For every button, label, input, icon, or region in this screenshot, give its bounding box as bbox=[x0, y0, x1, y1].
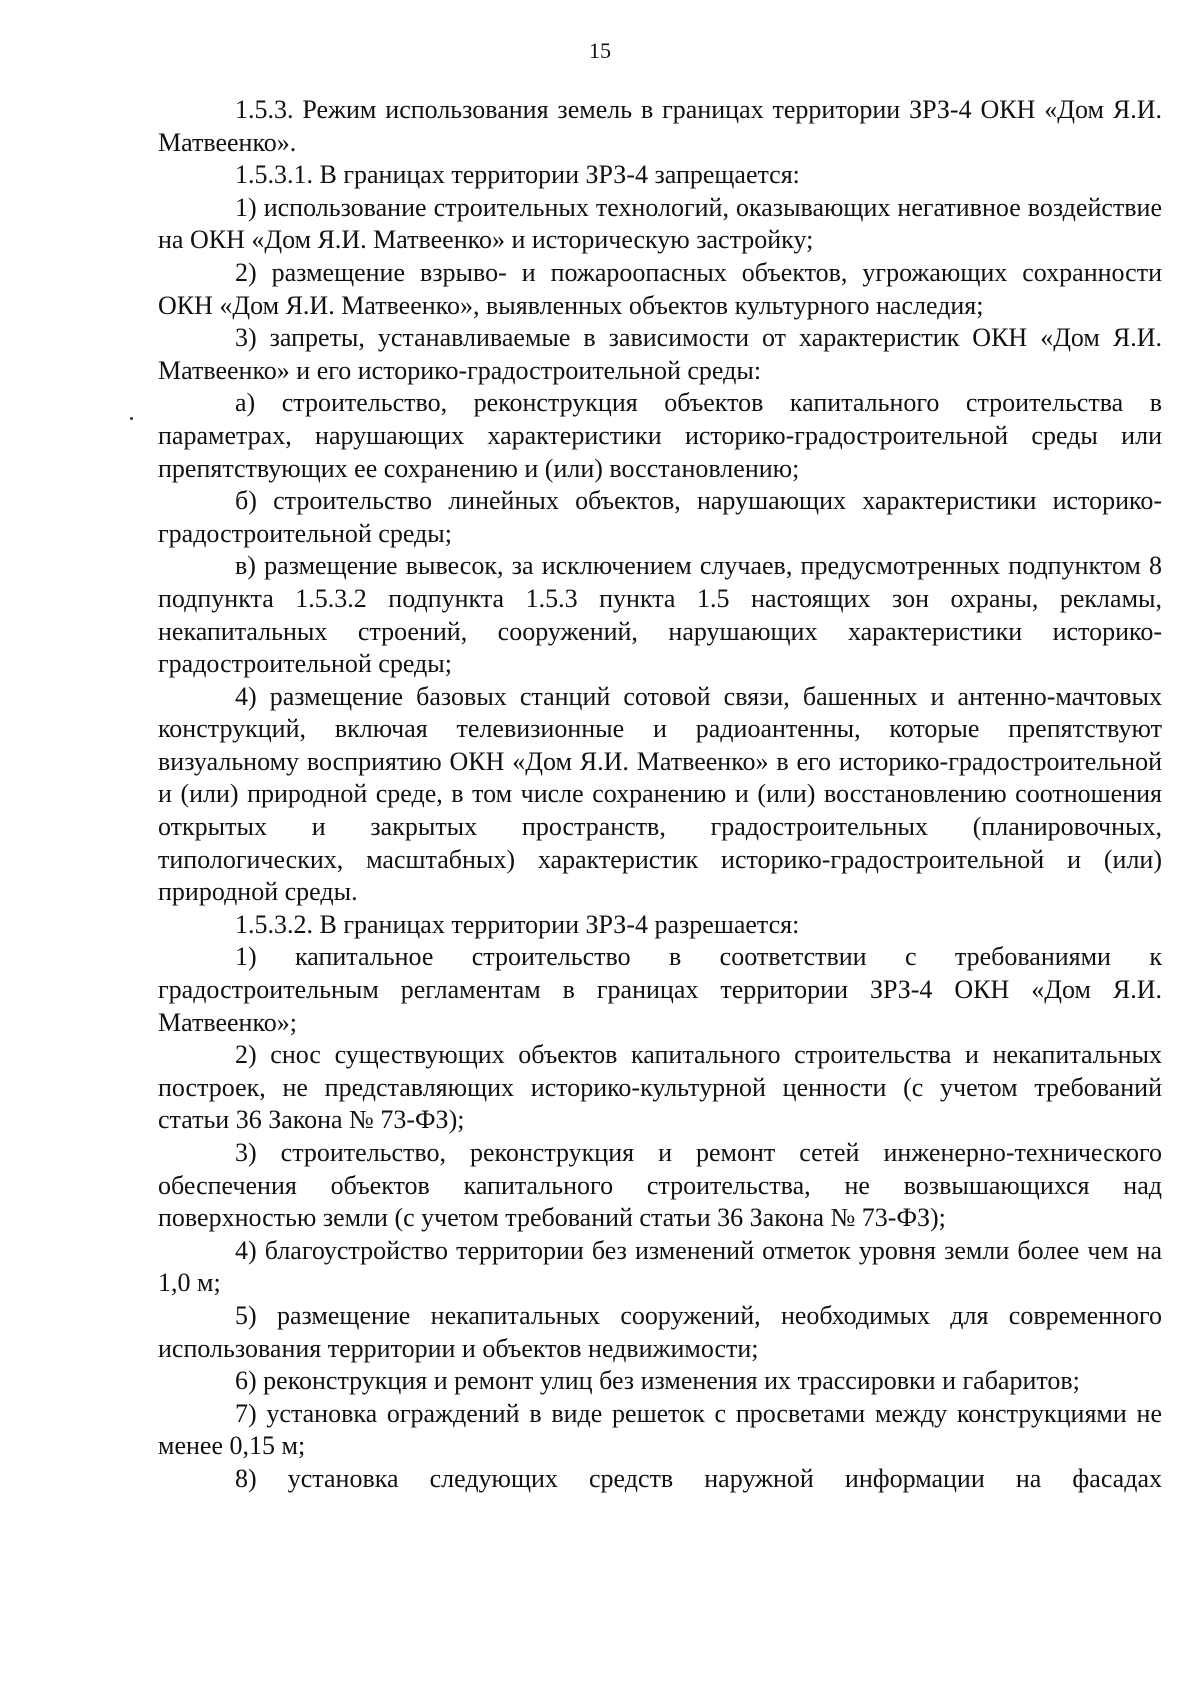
section-heading-1-5-3: 1.5.3. Режим использования земель в границах территории ЗРЗ-4 ОКН «Дом Я.И. Матвеенко». bbox=[158, 95, 1162, 157]
prohibition-item-2: 2) размещение взрыво- и пожароопасных объектов, угрожающих сохранности ОКН «Дом Я.И. Матвеенко», выявленных объектов культурного наследия; bbox=[158, 257, 1162, 320]
permission-item-7: 7) установка ограждений в виде решеток с просветами между конструкциями не менее 0,15 м; bbox=[158, 1398, 1162, 1461]
subsection-heading-1-5-3-1: 1.5.3.1. В границах территории ЗРЗ-4 запрещается: bbox=[235, 160, 800, 190]
prohibition-item-3b: б) строительство линейных объектов, нарушающих характеристики историко-градостроительной среды; bbox=[158, 486, 1162, 548]
permission-item-5: 5) размещение некапитальных сооружений, необходимых для современного использования территории и объектов недвижимости; bbox=[158, 1300, 1162, 1363]
subsection-heading-1-5-3-2: 1.5.3.2. В границах территории ЗРЗ-4 разрешается: bbox=[235, 909, 800, 939]
prohibition-item-4: 4) размещение базовых станций сотовой связи, башенных и антенно-мачтовых конструкций, включая телевизионные и радиоантенны, которые препятствуют визуальному восприятию ОКН «Дом Я.И. Матвеенко» в его историко-градостроительной и (или) природной среде, в том числе сохранению и (или) восстановлению соотношения открытых и закрытых пространств, градостроительных (планировочных, типологических, масштабных) характеристик историко-градостроительной и (или) природной среды. bbox=[158, 681, 1162, 907]
prohibition-item-3: 3) запреты, устанавливаемые в зависимости от характеристик ОКН «Дом Я.И. Матвеенко» и его историко-градостроительной среды: bbox=[158, 323, 1162, 385]
permission-item-2: 2) снос существующих объектов капитального строительства и некапитальных построек, не представляющих историко-культурной ценности (с учетом требований статьи 36 Закона № 73-ФЗ); bbox=[158, 1040, 1162, 1135]
permission-item-4: 4) благоустройство территории без изменений отметок уровня земли более чем на 1,0 м; bbox=[158, 1235, 1162, 1298]
prohibition-item-3v: в) размещение вывесок, за исключением случаев, предусмотренных подпунктом 8 подпункта 1.5.3.2 подпункта 1.5.3 пункта 1.5 настоящих зон охраны, рекламы, некапитальных строений, сооружений, нарушающих характеристики историко-градостроительной среды; bbox=[158, 551, 1162, 679]
permission-item-3: 3) строительство, реконструкция и ремонт сетей инженерно-технического обеспечения объектов капитального строительства, не возвышающихся над поверхностью земли (с учетом требований статьи 36 Закона № 73-ФЗ); bbox=[158, 1138, 1162, 1233]
scan-speck bbox=[130, 417, 133, 420]
prohibition-item-3a: а) строительство, реконструкция объектов капитального строительства в параметрах, нарушающих характеристики историко-градостроительной среды или препятствующих ее сохранению и (или) восстановлению; bbox=[158, 388, 1162, 483]
document-body bbox=[158, 94, 1162, 1496]
permission-item-6: 6) реконструкция и ремонт улиц без изменения их трассировки и габаритов; bbox=[235, 1366, 1080, 1396]
page-number: 15 bbox=[589, 38, 611, 63]
permission-item-1: 1) капитальное строительство в соответствии с требованиями к градостроительным регламентам в границах территории ЗРЗ-4 ОКН «Дом Я.И. Матвеенко»; bbox=[158, 942, 1162, 1037]
prohibition-item-1: 1) использование строительных технологий, оказывающих негативное воздействие на ОКН «Дом Я.И. Матвеенко» и историческую застройку; bbox=[158, 192, 1162, 255]
permission-item-8: 8) установка следующих средств наружной информации на фасадах bbox=[235, 1463, 1162, 1493]
